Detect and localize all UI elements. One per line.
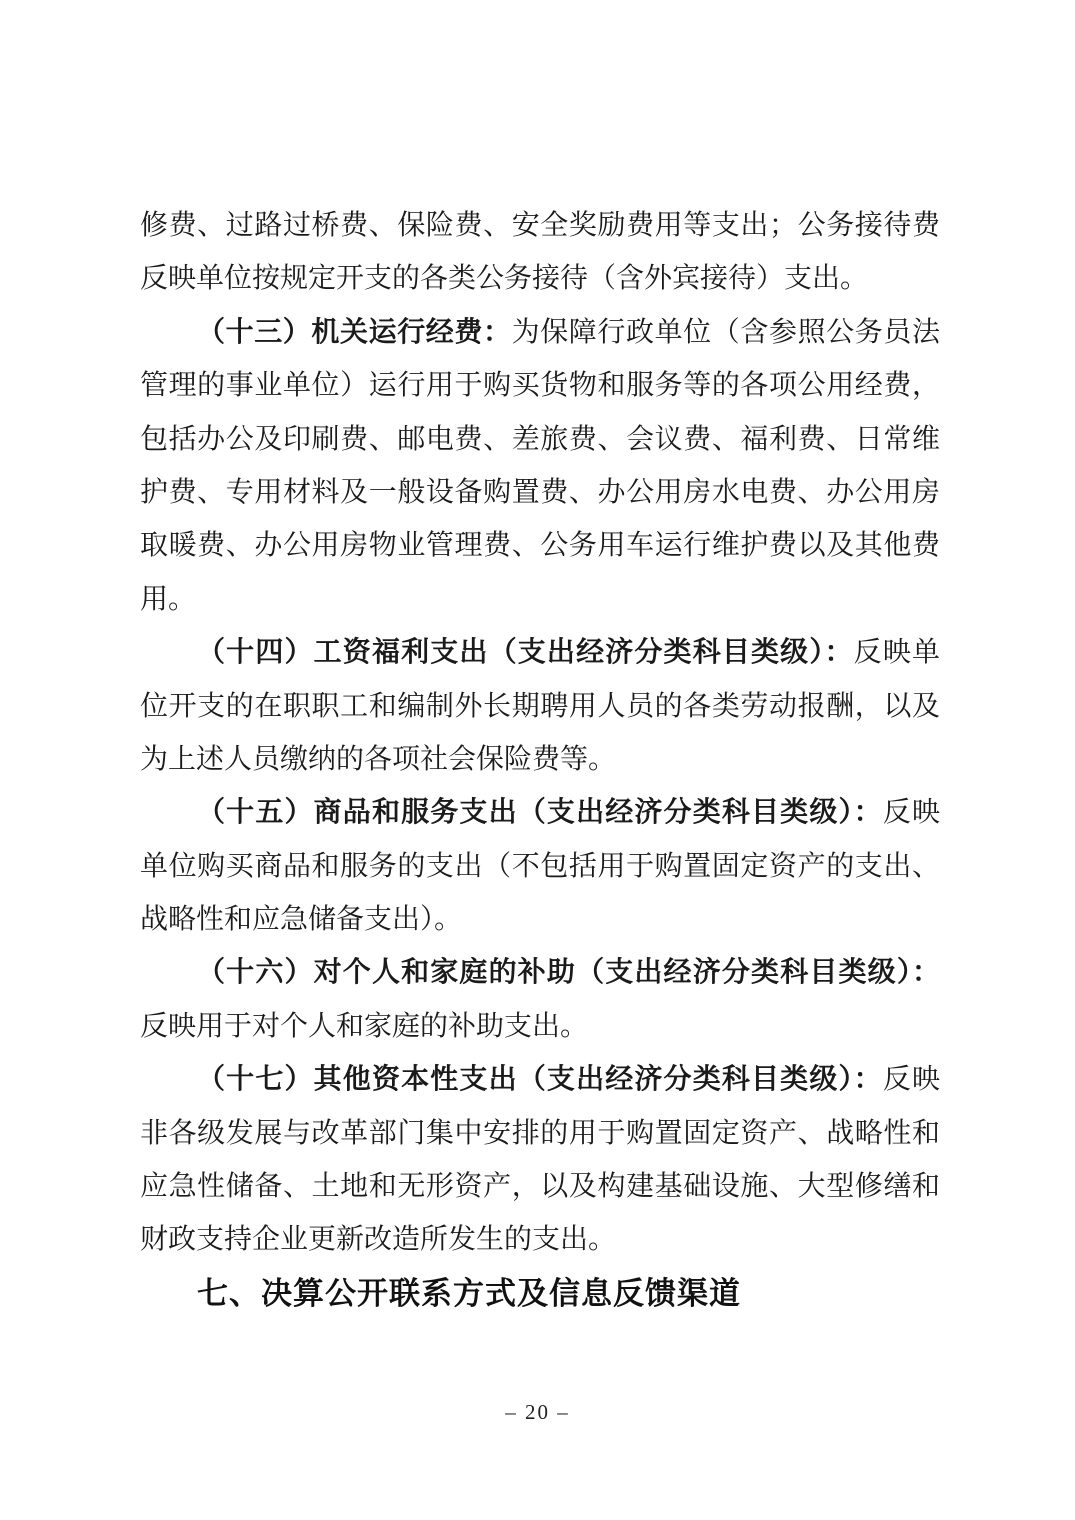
bold-text-segment: （十四）工资福利支出（支出经济分类科目类级）： (197, 637, 854, 669)
bold-text-segment: （十六）对个人和家庭的补助（支出经济分类科目类级）： (197, 957, 940, 989)
text-segment: 包括办公及印刷费、邮电费、差旅费、会议费、福利费、日常维 (140, 423, 940, 455)
text-line (140, 680, 940, 733)
bold-text-segment: 七、决算公开联系方式及信息反馈渠道 (197, 1275, 741, 1311)
text-segment: 非各级发展与改革部门集中安排的用于购置固定资产、战略性和 (140, 1117, 940, 1149)
section-heading-line (140, 1267, 940, 1320)
paragraph-official-vehicle-and-reception-continuation (140, 199, 940, 306)
paragraph-item-14-wage-and-welfare-expenditure (140, 626, 940, 786)
bold-text-segment: （十三）机关运行经费： (197, 316, 512, 348)
text-line (140, 1107, 940, 1160)
text-segment: 为上述人员缴纳的各项社会保险费等。 (140, 743, 617, 775)
text-line (140, 893, 940, 946)
paragraph-item-13-agency-operating-funds (140, 306, 940, 626)
text-segment: 为保障行政单位（含参照公务员法 (511, 316, 940, 348)
bold-text-segment: （十七）其他资本性支出（支出经济分类科目类级）： (197, 1064, 883, 1096)
text-line (140, 573, 940, 626)
page-number: – 20 – (505, 1400, 570, 1424)
text-line (140, 359, 940, 412)
text-segment: 取暖费、办公用房物业管理费、公务用车运行维护费以及其他费 (140, 530, 940, 562)
text-segment: 反映用于对个人和家庭的补助支出。 (140, 1010, 589, 1042)
text-segment: 单位购买商品和服务的支出（不包括用于购置固定资产的支出、 (140, 850, 940, 882)
text-line (140, 1053, 940, 1106)
text-segment: 应急性储备、土地和无形资产，以及构建基础设施、大型修缮和 (140, 1171, 940, 1203)
text-segment: 管理的事业单位）运行用于购买货物和服务等的各项公用经费， (140, 370, 940, 402)
text-line (140, 413, 940, 466)
section-heading-7-disclosure-contact-and-feedback (140, 1267, 940, 1320)
text-segment: 用。 (140, 583, 197, 615)
text-segment: 反映 (882, 1064, 940, 1096)
text-line (140, 306, 940, 359)
document-text-block (140, 199, 940, 1320)
text-segment: 财政支持企业更新改造所发生的支出。 (140, 1224, 617, 1256)
text-line (140, 1000, 940, 1053)
text-segment: 反映 (882, 797, 940, 829)
text-segment: 反映单 (853, 637, 940, 669)
text-line (140, 252, 940, 305)
text-line (140, 199, 940, 252)
text-line (140, 946, 940, 999)
text-segment: 反映单位按规定开支的各类公务接待（含外宾接待）支出。 (140, 263, 869, 295)
text-segment: 位开支的在职职工和编制外长期聘用人员的各类劳动报酬，以及 (140, 690, 940, 722)
text-line (140, 1213, 940, 1266)
text-line (140, 626, 940, 679)
bold-text-segment: （十五）商品和服务支出（支出经济分类科目类级）： (197, 797, 883, 829)
text-line (140, 733, 940, 786)
text-line (140, 1160, 940, 1213)
paragraph-item-16-subsidies-to-individuals-and-families (140, 946, 940, 1053)
text-line (140, 786, 940, 839)
text-line (140, 519, 940, 572)
text-segment: 战略性和应急储备支出）。 (140, 904, 463, 936)
text-segment: 护费、专用材料及一般设备购置费、办公用房水电费、办公用房 (140, 476, 940, 508)
text-line (140, 840, 940, 893)
text-line (140, 466, 940, 519)
paragraph-item-15-goods-and-services-expenditure (140, 786, 940, 946)
text-segment: 修费、过路过桥费、保险费、安全奖励费用等支出；公务接待费 (140, 210, 940, 241)
paragraph-item-17-other-capital-expenditure (140, 1053, 940, 1267)
